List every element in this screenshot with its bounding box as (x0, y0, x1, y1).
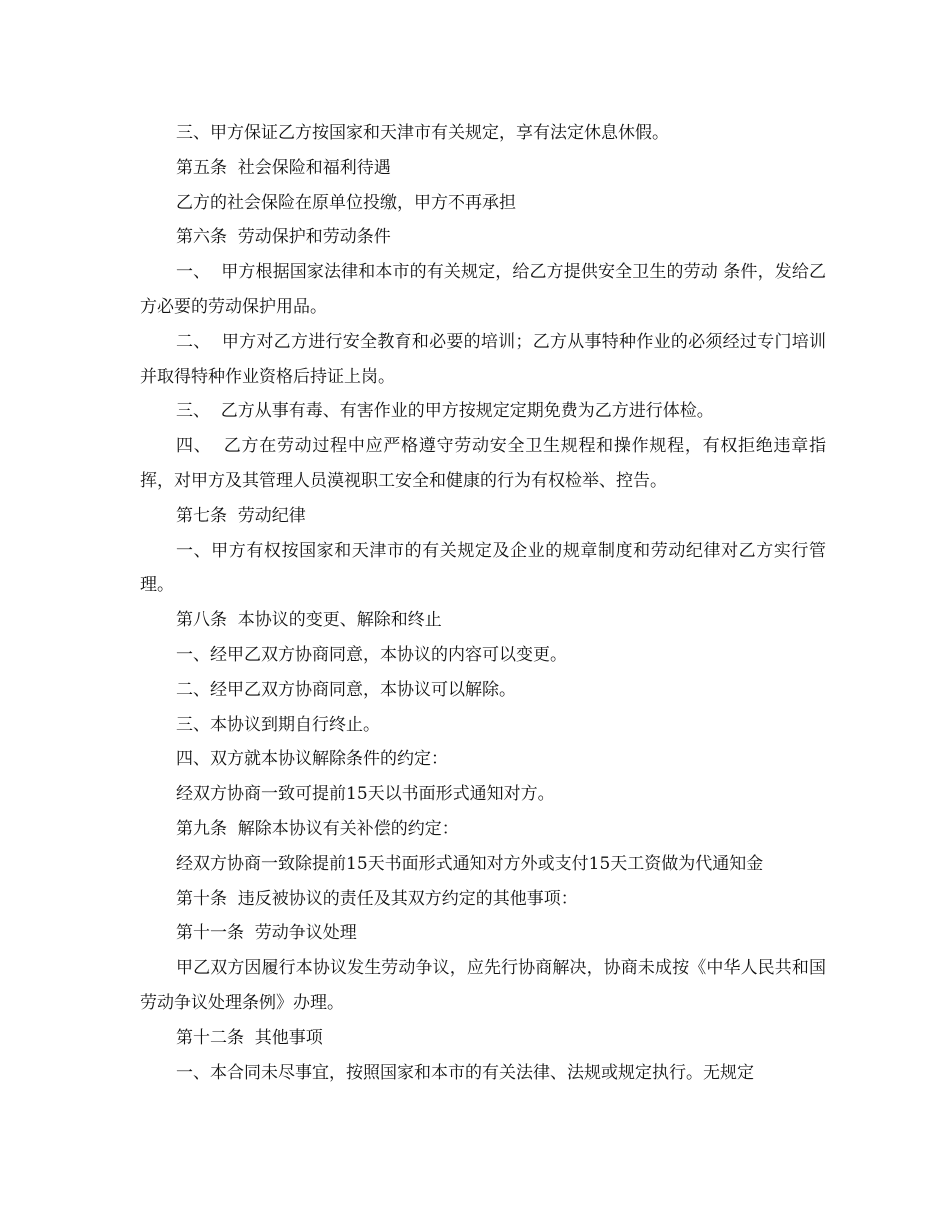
paragraph-change-2: 二、经甲乙双方协商同意，本协议可以解除。 (176, 679, 516, 700)
heading-article-5: 第五条 社会保险和福利待遇 (176, 157, 391, 178)
heading-article-8: 第八条 本协议的变更、解除和终止 (176, 610, 442, 631)
paragraph-dispute: 甲乙双方因履行本协议发生劳动争议，应先行协商解决，协商未成按《中华人民共和国劳动争议处理条例》办理。 (140, 958, 826, 1013)
paragraph-change-3: 三、本协议到期自行终止。 (176, 714, 380, 735)
paragraph-compensation: 经双方协商一致除提前15天书面形式通知对方外或支付15天工资做为代通知金 (176, 853, 764, 874)
heading-article-11: 第十一条 劳动争议处理 (176, 923, 357, 944)
heading-article-6: 第六条 劳动保护和劳动条件 (176, 227, 391, 248)
heading-article-7: 第七条 劳动纪律 (176, 505, 306, 526)
paragraph-labor-protection-3: 三、 乙方从事有毒、有害作业的甲方按规定定期免费为乙方进行体检。 (176, 401, 714, 422)
paragraph-change-4: 四、双方就本协议解除条件的约定： (176, 749, 448, 770)
paragraph-change-1: 一、经甲乙双方协商同意，本协议的内容可以变更。 (176, 644, 567, 665)
paragraph-social-insurance: 乙方的社会保险在原单位投缴，甲方不再承担 (176, 192, 516, 213)
paragraph-labor-protection-4: 四、 乙方在劳动过程中应严格遵守劳动安全卫生规程和操作规程，有权拒绝违章指挥，对甲方及其管理人员漠视职工安全和健康的行为有权检举、控告。 (140, 436, 826, 491)
paragraph-labor-protection-2: 二、 甲方对乙方进行安全教育和必要的培训；乙方从事特种作业的必须经过专门培训并取得特种作业资格后持证上岗。 (140, 331, 826, 387)
paragraph-labor-protection-1: 一、 甲方根据国家法律和本市的有关规定，给乙方提供安全卫生的劳动 条件，发给乙方必要的劳动保护用品。 (140, 262, 826, 317)
heading-article-9: 第九条 解除本协议有关补偿的约定： (176, 818, 459, 839)
paragraph-rest-leave: 三、甲方保证乙方按国家和天津市有关规定，享有法定休息休假。 (176, 123, 669, 143)
paragraph-change-notice: 经双方协商一致可提前15天以书面形式通知对方。 (176, 784, 555, 805)
heading-article-10: 第十条 违反被协议的责任及其双方约定的其他事项： (176, 888, 578, 909)
paragraph-other-matters-1: 一、本合同未尽事宜，按照国家和本市的有关法律、法规或规定执行。无规定 (176, 1062, 754, 1083)
heading-article-12: 第十二条 其他事项 (176, 1027, 323, 1048)
paragraph-labor-discipline-1: 一、甲方有权按国家和天津市的有关规定及企业的规章制度和劳动纪律对乙方实行管理。 (140, 540, 826, 596)
